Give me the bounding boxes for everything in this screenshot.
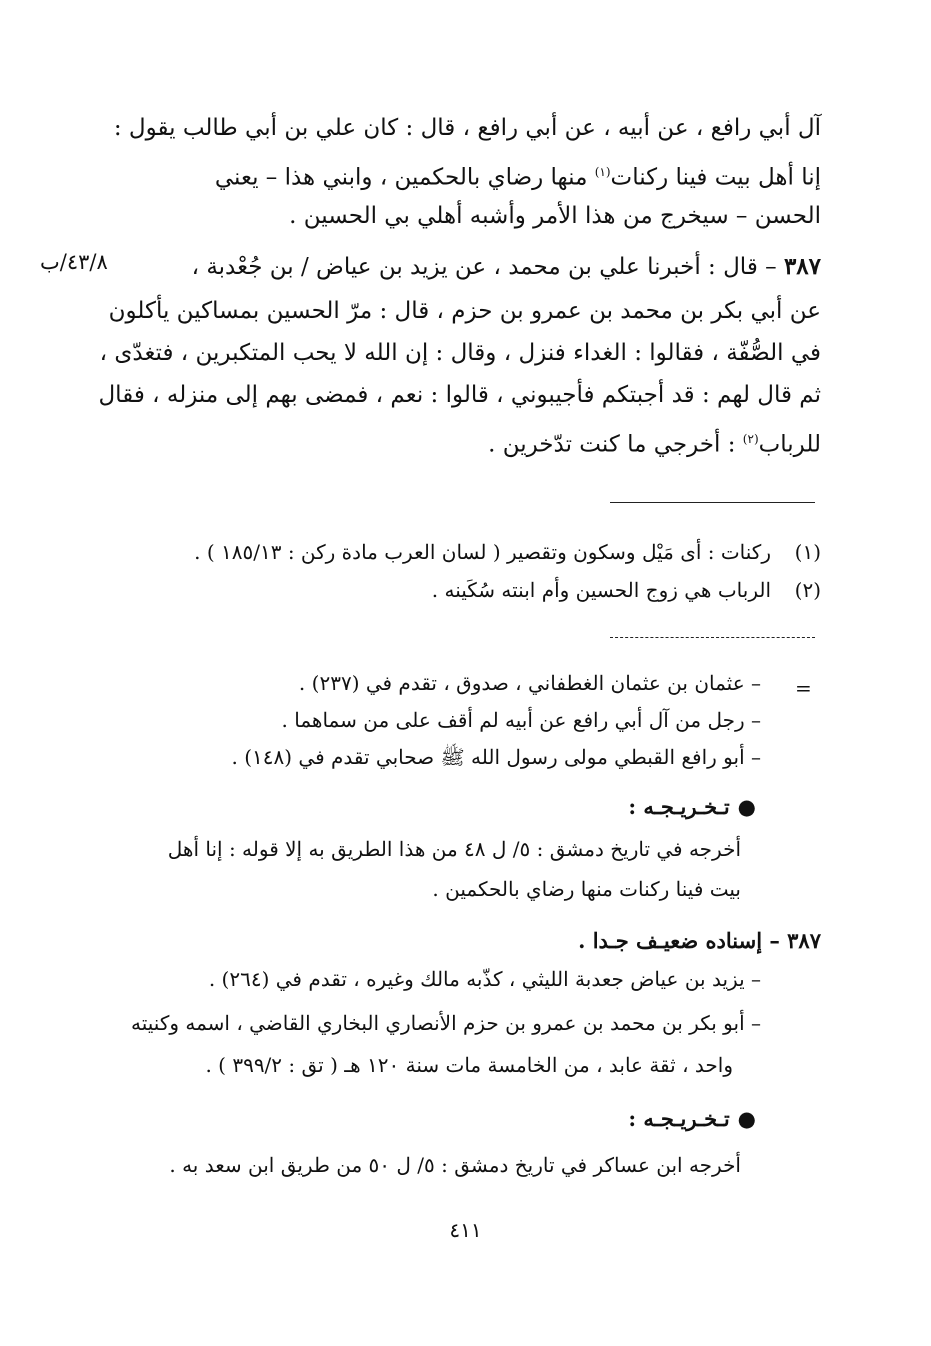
notes-separator xyxy=(610,637,815,638)
entry-line-5-part-a: للرباب xyxy=(758,431,821,458)
entry-number: ٣٨٧ xyxy=(783,253,821,280)
narrator-note-2: – رجل من آل أبي رافع عن أبيه لم أقف على من سماهما . xyxy=(281,708,761,732)
footnote-separator xyxy=(610,502,815,503)
grade-line xyxy=(578,926,821,956)
footnote-1 xyxy=(194,537,821,567)
manuscript-folio-reference: ٤٣/٨/ب xyxy=(40,250,108,274)
takhrij-heading-2 xyxy=(628,1104,756,1134)
main-text-line-2-part-a: إنا أهل بيت فينا ركنات xyxy=(610,164,821,191)
main-text-line-2-part-b: منها رضاي بالحكمين ، وابني هذا – يعني xyxy=(214,164,588,191)
takhrij-2-line-1: أخرجه ابن عساكر في تاريخ دمشق : ٥/ ل ٥٠ من طريق ابن سعد به . xyxy=(169,1153,741,1177)
takhrij-heading-1 xyxy=(628,792,756,822)
main-text-line-2 xyxy=(215,157,821,193)
takhrij-heading-1-text: تـخـريـجـه : xyxy=(628,794,730,819)
entry-line-1-text: – قال : أخبرنا علي بن محمد ، عن يزيد بن عياض / بن جُعْدبة ، xyxy=(191,254,777,280)
narrator-note-3: – أبو رافع القبطي مولى رسول الله ﷺ صحابي تقدم في (١٤٨) . xyxy=(231,745,761,769)
grade-number: ٣٨٧ xyxy=(787,928,821,953)
narrator-note-5: – أبو بكر بن محمد بن عمرو بن حزم الأنصاري البخاري القاضي ، اسمه وكنيته xyxy=(131,1011,761,1035)
continuation-mark: = xyxy=(795,676,812,700)
page-number: ٤١١ xyxy=(449,1218,482,1242)
entry-line-3: في الصُّفّة ، فقالوا : الغداء فنزل ، وقال : إن الله لا يحب المتكبرين ، فتغدّى ، xyxy=(99,340,821,366)
footnote-2-text: الرباب هي زوج الحسين وأم ابنته سُكَينه . xyxy=(431,578,771,602)
footnote-2-number: (٢) xyxy=(794,578,821,602)
entry-line-1 xyxy=(192,252,821,282)
footnote-1-text: ركنات : أى مَيْل وسكون وتقصير ( لسان العرب مادة ركن : ١٨٥/١٣ ) . xyxy=(194,540,771,564)
entry-line-4: ثم قال لهم : قد أجبتكم فأجيبوني ، قالوا : نعم ، فمضى بهم إلى منزله ، فقال xyxy=(98,382,821,408)
main-text-line-1: آل أبي رافع ، عن أبيه ، عن أبي رافع ، قال : كان علي بن أبي طالب يقول : xyxy=(113,115,821,141)
narrator-note-5-cont: واحد ، ثقة عابد ، من الخامسة مات سنة ١٢٠ هـ ( تق : ٣٩٩/٢ ) . xyxy=(205,1053,733,1077)
footnote-marker-1: (١) xyxy=(594,165,611,179)
narrator-note-4: – يزيد بن عياض جعدبة الليثي ، كذّبه مالك وغيره ، تقدم في (٢٦٤) . xyxy=(208,967,761,991)
footnote-1-number: (١) xyxy=(794,540,821,564)
entry-line-5 xyxy=(488,424,821,460)
takhrij-1-line-1: أخرجه في تاريخ دمشق : ٥/ ل ٤٨ من هذا الطريق به إلا قوله : إنا أهل xyxy=(167,837,741,861)
main-text-line-3: الحسن – سيخرج من هذا الأمر وأشبه أهلي بي الحسين . xyxy=(289,203,821,229)
takhrij-heading-2-text: تـخـريـجـه : xyxy=(628,1106,730,1131)
entry-line-2: عن أبي بكر بن محمد بن عمرو بن حزم ، قال : مرّ الحسين بمساكين يأكلون xyxy=(108,298,821,324)
bullet-icon: ● xyxy=(737,1106,756,1131)
footnote-marker-2: (٢) xyxy=(742,432,759,446)
entry-line-5-part-b: : أخرجي ما كنت تدّخرين . xyxy=(488,431,736,458)
takhrij-1-line-2: بيت فينا ركنات منها رضاي بالحكمين . xyxy=(432,877,741,901)
bullet-icon: ● xyxy=(737,794,756,819)
grade-text: – إسناده ضعيـف جـدا . xyxy=(578,928,780,953)
narrator-note-1: – عثمان بن عثمان الغطفاني ، صدوق ، تقدم في (٢٣٧) . xyxy=(298,671,761,695)
footnote-2 xyxy=(432,575,821,605)
